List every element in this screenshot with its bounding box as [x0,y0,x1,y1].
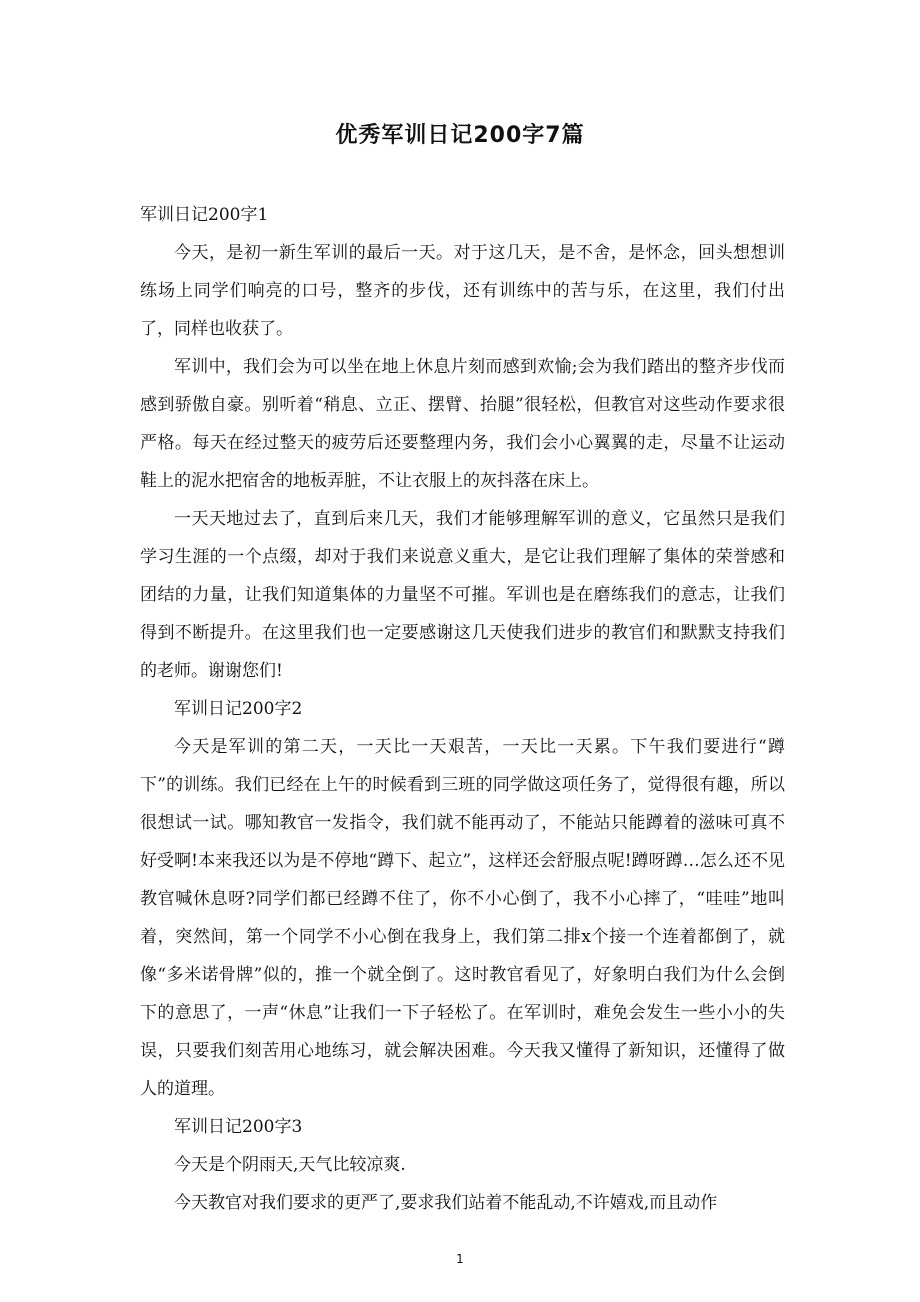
document-body [140,196,785,1222]
section-heading-2: 军训日记200字2 [174,699,303,719]
section-heading-1: 军训日记200字1 [140,205,269,225]
paragraph: 今天是军训的第二天，一天比一天艰苦，一天比一天累。下午我们要进行“蹲下”的训练。我们已经在上午的时候看到三班的同学做这项任务了，觉得很有趣，所以很想试一试。哪知教官一发指令，我们就不能再动了，不能站只能蹲着的滋味可真不好受啊!本来我还以为是不停地“蹲下、起立”，这样还会舒服点呢!蹲呀蹲…怎么还不见教官喊休息呀?同学们都已经蹲不住了，你不小心倒了，我不小心摔了，“哇哇”地叫着，突然间，第一个同学不小心倒在我身上，我们第二排x个接一个连着都倒了，就像“多米诺骨牌”似的，推一个就全倒了。这时教官看见了，好象明白我们为什么会倒下的意思了，一声“休息”让我们一下子轻松了。在军训时，难免会发生一些小小的失误，只要我们刻苦用心地练习，就会解决困难。今天我又懂得了新知识，还懂得了做人的道理。 [140,737,785,1099]
paragraph: 今天是个阴雨天,天气比较凉爽. [174,1155,406,1175]
paragraph: 今天，是初一新生军训的最后一天。对于这几天，是不舍，是怀念，回头想想训练场上同学们响亮的口号，整齐的步伐，还有训练中的苦与乐，在这里，我们付出了，同样也收获了。 [140,243,785,339]
section-heading-3: 军训日记200字3 [174,1117,303,1137]
paragraph: 军训中，我们会为可以坐在地上休息片刻而感到欢愉;会为我们踏出的整齐步伐而感到骄傲自豪。别听着“稍息、立正、摆臂、抬腿”很轻松，但教官对这些动作要求很严格。每天在经过整天的疲劳后还要整理内务，我们会小心翼翼的走，尽量不让运动鞋上的泥水把宿舍的地板弄脏，不让衣服上的灰抖落在床上。 [140,357,785,491]
paragraph: 今天教官对我们要求的更严了,要求我们站着不能乱动,不许嬉戏,而且动作 [174,1193,718,1213]
page-number: 1 [456,1252,464,1266]
paragraph: 一天天地过去了，直到后来几天，我们才能够理解军训的意义，它虽然只是我们学习生涯的一个点缀，却对于我们来说意义重大，是它让我们理解了集体的荣誉感和团结的力量，让我们知道集体的力量坚不可摧。军训也是在磨练我们的意志，让我们得到不断提升。在这里我们也一定要感谢这几天使我们进步的教官们和默默支持我们的老师。谢谢您们! [140,509,785,681]
document-title: 优秀军训日记200字7篇 [335,123,585,148]
